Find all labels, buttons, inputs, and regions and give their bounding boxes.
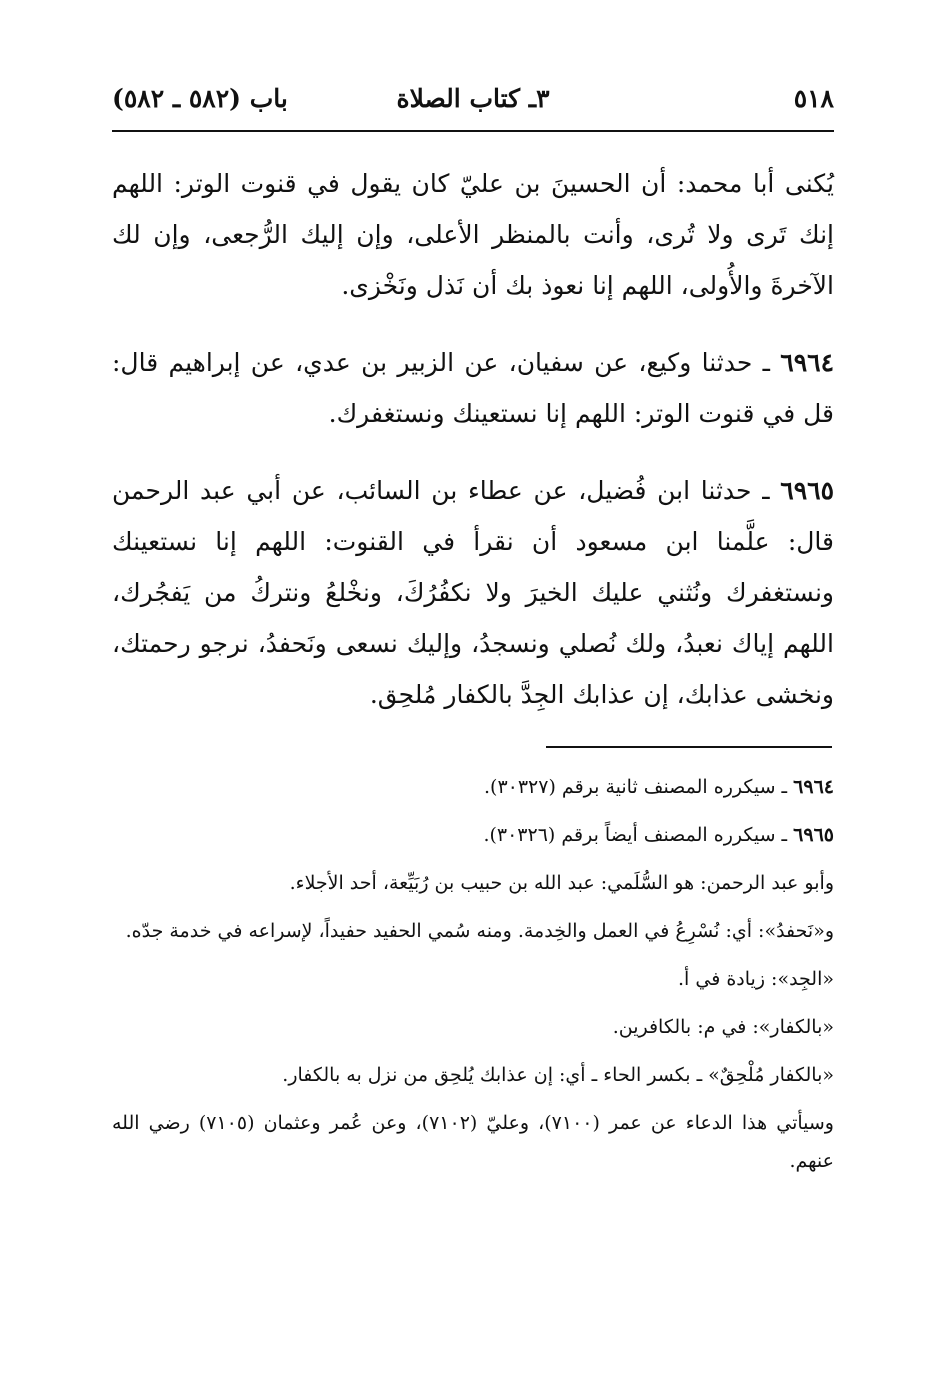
footnotes [112, 768, 834, 1190]
hadith-number: ٦٩٦٥ [780, 476, 834, 505]
footnote-note: «الجِد»: زيادة في أ. [678, 968, 834, 990]
book-title: ٣ـ كتاب الصلاة [396, 84, 550, 113]
hadith-text: ـ حدثنا ابن فُضيل، عن عطاء بن السائب، عن أبي عبد الرحمن قال: علَّمنا ابن مسعود أن نقرأ في القنوت: اللهم إنا نستعينك ونستغفرك ونُثني عليك الخيرَ ولا نكفُرُكَ، ونخْلعُ ونتركُ من يَفجُرك، اللهم إياك نعبدُ، ولك نُصلي ونسجدُ، وإليك نسعى ونَحفدُ، نرجو رحمتك، ونخشى عذابك، إن عذابك الجِدَّ بالكفار مُلحِق. [112, 476, 835, 709]
footnote-6965 [112, 816, 834, 854]
main-text [112, 158, 834, 746]
running-header [112, 84, 834, 124]
footnote-number: ٦٩٦٤ [793, 776, 834, 798]
hadith-text: ـ حدثنا وكيع، عن سفيان، عن الزبير بن عدي، عن إبراهيم قال: قل في قنوت الوتر: اللهم إنا نستعينك ونستغفرك. [112, 348, 834, 428]
paragraph-continuation: يُكنى أبا محمد: أن الحسينَ بن عليّ كان يقول في قنوت الوتر: اللهم إنك تَرى ولا تُرى، وأنت بالمنظر الأعلى، وإن إليك الرُّجعى، وإن لك الآخرةَ والأُولى، اللهم إنا نعوذ بك أن نَذل ونَخْزى. [112, 169, 834, 300]
page-number: ٥١٨ [793, 84, 834, 113]
footnote-note: «بالكفار»: في م: بالكافرين. [612, 1016, 834, 1038]
chapter-title: باب (٥٨٢ ـ ٥٨٢) [112, 84, 288, 113]
footnote-divider [546, 746, 832, 748]
footnote-note: وسيأتي هذا الدعاء عن عمر (٧١٠٠)، وعليّ (٧١٠٢)، وعن عُمر وعثمان (٧١٠٥) رضي الله عنهم. [112, 1112, 834, 1172]
footnote-number: ٦٩٦٥ [793, 824, 834, 846]
footnote-note: و«نَحفدُ»: أي: نُسْرِعُ في العمل والخِدمة. ومنه سُمي الحفيد حفيداً، لإسراعه في خدمة جدّه. [125, 920, 834, 942]
hadith-number: ٦٩٦٤ [780, 348, 834, 377]
hadith-6965 [112, 465, 834, 720]
footnote-6964 [112, 768, 834, 806]
footnote-note: وأبو عبد الرحمن: هو السُّلَمي: عبد الله بن حبيب بن رُبَيِّعة، أحد الأجلاء. [289, 872, 834, 894]
header-divider [112, 130, 834, 132]
footnote-note: «بالكفار مُلْحِقٌ» ـ بكسر الحاء ـ أي: إن عذابك يُلحِق من نزل به بالكفار. [282, 1064, 834, 1086]
hadith-6964 [112, 337, 834, 439]
footnote-text: ـ سيكرره المصنف ثانية برقم (٣٠٣٢٧). [483, 776, 794, 798]
footnote-text: ـ سيكرره المصنف أيضاً برقم (٣٠٣٢٦). [483, 824, 794, 846]
